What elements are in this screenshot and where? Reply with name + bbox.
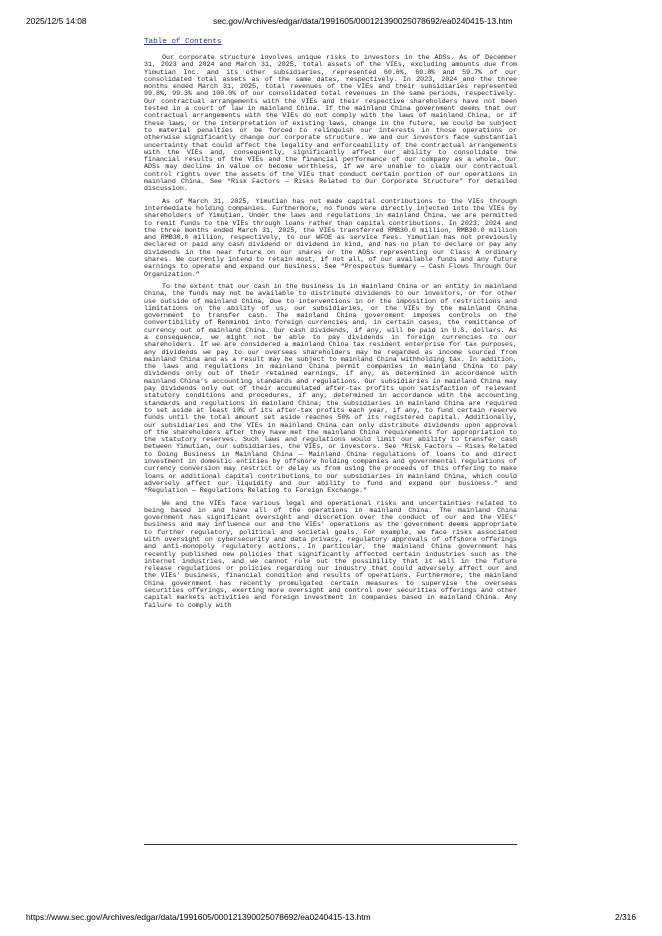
paragraph-cash-transfer: To the extent that our cash in the business is in mainland China or an entity in mainland China, the funds may not be available to distribute dividends to our investors, or for other use outside of mainland China, due to interventions in or the imposition of restrictions and limitations on the ability of us, our subsidiaries, or the VIEs by the mainland China government to transfer cash. The mainland China government imposes controls on the convertibility of Renminbi into foreign currencies and, in certain cases, the remittance of currency out of mainland China. Our cash dividends, if any, will be paid in U.S. dollars. As a consequence, we might not be able to pay dividends in foreign currencies to our shareholders. If we are considered a mainland China tax resident enterprise for tax purposes, any dividends we pay to our overseas shareholders may be regarded as income sourced from mainland China and as a result may be subject to mainland China withholding tax. In addition, the laws and regulations in mainland China permit companies in mainland China to pay dividends only out of their retained earnings, if any, as determined in accordance with mainland China’s accounting standards and regulations. Our subsidiaries in mainland China may pay dividends only out of their accumulated after-tax profits upon satisfaction of relevant statutory conditions and procedures, if any, determined in accordance with the accounting standards and regulations in mainland China; the subsidiaries in mainland China are required to set aside at least 10% of its after-tax profits each year, if any, to fund certain reserve funds until the total amount set aside reaches 50% of its registered capital. Additionally, our subsidiaries and the VIEs in mainland China can only distribute dividends upon approval of the shareholders after they have met the mainland China requirements for appropriation to the statutory reserves. Such laws and regulations would limit our ability to transfer cash between Yimutian, our subsidiaries, the VIEs, or investors. See “Risk Factors — Risks Related to Doing Business in Mainland China — Mainland China regulations of loans to and direct investment in domestic entities by offshore holding companies and governmental regulations of currency conversion may restrict or delay us from using the proceeds of this offering to make loans or additional capital contributions to our subsidiaries in mainland China, which could adversely affect our liquidity and our ability to fund and expand our business.” and “Regulation — Regulations Relating to Foreign Exchange.” [144, 281, 517, 495]
browser-print-header [26, 16, 636, 28]
print-datetime: 2025/12/5 14:08 [26, 16, 87, 26]
print-header-url: sec.gov/Archives/edgar/data/1991605/000121390025078692/ea0240415-13.htm [213, 16, 513, 26]
paragraph-corporate-structure: Our corporate structure involves unique risks to investors in the ADSs. As of December 31, 2023 and 2024 and March 31, 2025, total assets of the VIEs, excluding amounts due from Yimutian Inc. and its other subsidiaries, represented 60.6%, 60.8% and 59.7% of our consolidated total assets as of the same dates, respectively. In 2023, 2024 and the three months ended March 31, 2025, total revenues of the VIEs and their subsidiaries represented 99.8%, 99.3% and 100.0% of our consolidated total revenues in the same periods, respectively. Our contractual arrangements with the VIEs and their respective shareholders have not been tested in a court of law in mainland China. If the mainland China government deems that our contractual arrangements with the VIEs do not comply with the laws of mainland China, or if these laws, or the interpretation of existing laws, change in the future, we could be subject to material penalties or be forced to relinquish our interests in those operations or otherwise significantly change our corporate structure. We and our investors face substantial uncertainty that could affect the legality and enforceability of the contractual arrangements with the VIEs and, consequently, significantly affect our ability to consolidate the financial results of the VIEs and the financial performance of our company as a whole. Our ADSs may decline in value or become worthless, if we are unable to claim our contractual control rights over the assets of the VIEs that conduct certain portion of our operations in mainland China. See “Risk Factors — Risks Related to Our Corporate Structure” for detailed discussion. [144, 53, 517, 193]
document-body [144, 54, 517, 614]
browser-print-footer [26, 912, 636, 924]
print-footer-url: https://www.sec.gov/Archives/edgar/data/1991605/000121390025078692/ea0240415-13.htm [26, 912, 371, 922]
footnote-divider [144, 844, 517, 845]
table-of-contents-link[interactable]: Table of Contents [144, 38, 222, 46]
page-number: 2/316 [615, 912, 636, 922]
paragraph-legal-risks: We and the VIEs face various legal and operational risks and uncertainties related to being based in and have all of the operations in mainland China. The mainland China government has significant oversight and discretion over the conduct of our and the VIEs’ business and may influence our and the VIEs’ operations as the government deems appropriate to further regulatory, political and societal goals. For example, we face risks associated with oversight on cybersecurity and data privacy, regulatory approvals of offshore offerings and anti-monopoly regulatory actions. In particular, the mainland China government has recently published new policies that significantly affected certain industries such as the internet industries, and we cannot rule out the possibility that it will in the future release regulations or policies regarding our industry that could adversely affect our and the VIEs’ business, financial condition and results of operations. Furthermore, the mainland China government has recently promulgated certain measures to supervise the overseas securities offerings, exerting more oversight and control over securities offerings and other capital markets activities and foreign investment in companies based in mainland China. Any failure to comply with [144, 498, 517, 609]
paragraph-capital-contributions: As of March 31, 2025, Yimutian has not made capital contributions to the VIEs through intermediate holding companies. Furthermore, no funds were directly injected into the VIEs by shareholders of Yimutian. Under the laws and regulations in mainland China, we are permitted to remit funds to the VIEs through loans rather than capital contributions. In 2023, 2024 and the three months ended March 31, 2025, the VIEs transferred RMB30.0 million, RMB30.0 million and RMB30.0 million, respectively, to our WFOE as service fees. Yimutian has not previously declared or paid any cash dividend or dividend in kind, and has no plan to declare or pay any dividends in the near future on our shares or the ADSs representing our Class A ordinary shares. We currently intend to retain most, if not all, of our available funds and any future earnings to operate and expand our business. See “Prospectus Summary — Cash Flows Through Our Organization.” [144, 196, 517, 278]
